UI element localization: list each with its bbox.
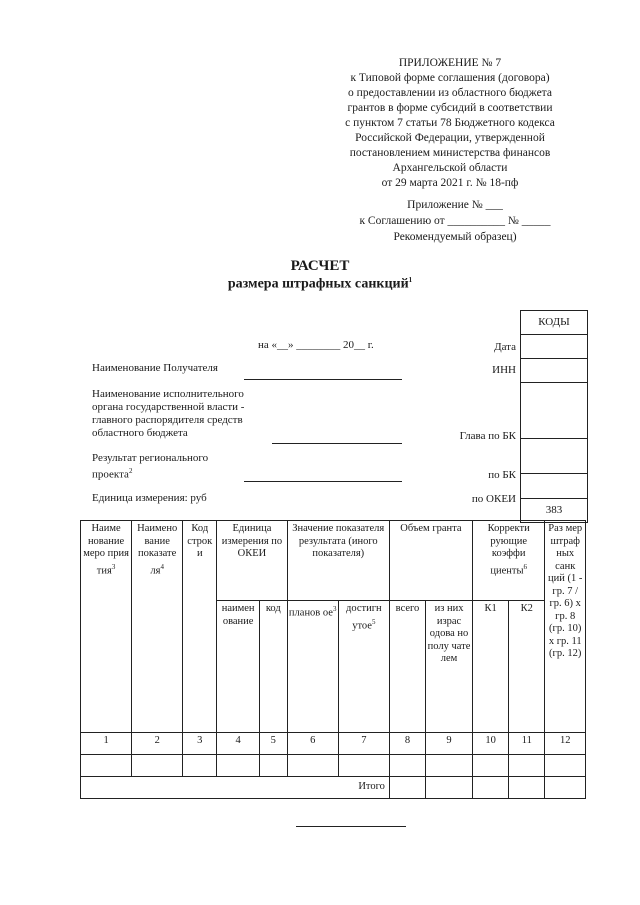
table-cell [509,777,545,799]
document-subtitle-text: размера штрафных санкций [227,276,409,292]
sample-note: Рекомендуемый образец) [393,231,517,243]
table-cell [545,755,586,777]
label-okei: по ОКЕИ [471,493,516,505]
table-cell [259,755,287,777]
footnote-mark: 6 [523,562,528,571]
header-text: планов ое [288,607,333,619]
sub-k2: К2 [509,601,545,733]
header-unit: Единица измерения по ОКЕИ [217,521,287,601]
header-fine-size: Раз мер штраф ных санк ций (1 - гр. 7 / гр. 6) х гр. 8 (гр. 10) х гр. 11 (гр. 12) [545,521,586,733]
header-value: Значение показателя результата (иного показателя) [287,521,389,601]
table-cell [217,755,260,777]
header-coef [472,521,544,601]
sub-total: всего [389,601,425,733]
label-result-text: Результат регионального проекта [92,452,209,481]
document-subtitle [150,276,490,293]
sub-k1: К1 [472,601,508,733]
appendix-line: Российской Федерации, утвержденной [355,132,545,144]
table-cell [509,755,545,777]
appendix-line: к Типовой форме соглашения (договора) [350,72,550,84]
appendix-line: постановлением министерства финансов [349,147,551,159]
appendix-line: от 29 марта 2021 г. № 18-пф [381,177,519,189]
table-cell [545,777,586,799]
table-row [81,755,586,777]
label-date: Дата [494,341,516,353]
appendix-line: о предоставлении из областного бюджета [348,87,552,99]
document-title: РАСЧЕТ [290,258,350,274]
table-cell [426,777,473,799]
table-cell [183,755,217,777]
col-number: 12 [545,733,586,755]
header-volume: Объем гранта [389,521,472,601]
authority-line [272,443,402,444]
table-cell [287,755,338,777]
col-number: 8 [389,733,425,755]
agreement-appendix-number: Приложение № ___ [407,199,503,211]
appendix-line: Архангельской области [392,162,508,174]
header-text: Наиме нование меро прия тия [83,523,129,576]
sub-spent: из них израс одова но полу чате лем [426,601,473,733]
code-inn [521,358,587,382]
col-number: 1 [81,733,132,755]
sub-unit-name: наимен ование [217,601,260,733]
codes-box [520,310,588,523]
col-number: 6 [287,733,338,755]
appendix-header [300,56,600,191]
col-number: 2 [132,733,183,755]
label-unit: Единица измерения: руб [92,492,207,504]
fines-table [80,520,586,799]
footnote-mark: 5 [371,617,376,626]
sub-plan [287,601,338,733]
table-cell [472,755,508,777]
label-bk: по БК [488,469,516,481]
total-label: Итого [81,777,390,799]
col-number: 3 [183,733,217,755]
code-date [521,334,587,358]
agreement-appendix [330,197,580,245]
code-empty [521,382,587,438]
label-authority: Наименование исполнительного органа государственной власти - главного распорядителя средств областного бюджета [92,388,245,439]
date-line: на «__» ________ 20__ г. [258,339,374,351]
table-cell [132,755,183,777]
appendix-line: ПРИЛОЖЕНИЕ № 7 [398,57,502,69]
sub-unit-code: код [259,601,287,733]
header-text: Корректи рующие коэффи циенты [487,523,530,576]
header-text: Наимено вание показате ля [137,523,178,576]
col-number: 9 [426,733,473,755]
table-cell [389,755,425,777]
table-cell [389,777,425,799]
recipient-line [244,379,402,380]
label-recipient: Наименование Получателя [92,362,218,374]
header-row-code: Код строк и [183,521,217,733]
footnote-mark: 2 [128,467,133,475]
col-number: 10 [472,733,508,755]
appendix-line: с пунктом 7 статьи 78 Бюджетного кодекса [345,117,555,129]
code-okei: 383 [521,498,587,522]
footnote-mark: 1 [408,276,413,284]
total-row [81,777,586,799]
col-number: 7 [338,733,389,755]
table-cell [81,755,132,777]
header-indicator-name [132,521,183,733]
code-glava [521,438,587,473]
col-number: 11 [509,733,545,755]
col-number: 5 [259,733,287,755]
label-result [92,452,232,482]
header-measure-name [81,521,132,733]
footnote-mark: 3 [332,605,337,613]
footnote-separator [296,826,406,827]
table-cell [426,755,473,777]
col-number: 4 [217,733,260,755]
codes-header: КОДЫ [538,316,570,328]
code-bk [521,473,587,498]
label-glava: Глава по БК [459,430,516,442]
label-inn: ИНН [492,364,516,376]
header-text: достигн утое [345,603,382,631]
footnote-mark: 4 [160,562,164,571]
table-cell [472,777,508,799]
sub-achieved [338,601,389,733]
table-cell [338,755,389,777]
result-line [244,481,402,482]
appendix-line: грантов в форме субсидий в соответствии [347,102,553,114]
agreement-reference: к Соглашению от __________ № _____ [359,215,551,227]
footnote-mark: 3 [111,562,116,571]
